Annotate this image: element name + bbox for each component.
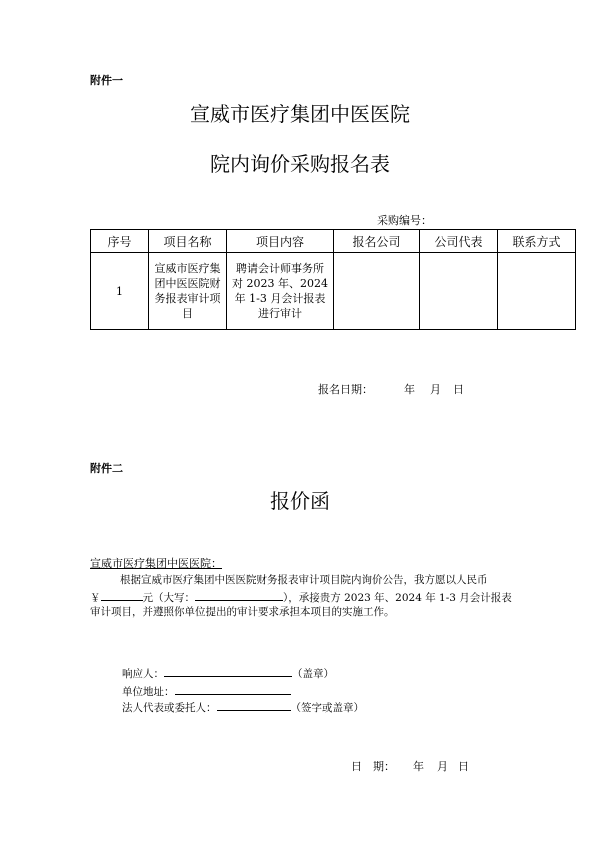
date-month: 月: [437, 760, 448, 773]
address-label: 单位地址：: [122, 686, 175, 698]
legal-rep-label: 法人代表或委托人：: [122, 702, 217, 714]
annex2-title: 报价函: [270, 489, 330, 513]
procurement-number-label: 采购编号：: [377, 214, 432, 227]
table-header-row: [91, 230, 576, 253]
cell-contact[interactable]: [498, 253, 576, 330]
address-field[interactable]: [175, 682, 291, 695]
annex1-title-line1: 宣威市医疗集团中医医院: [190, 102, 410, 126]
registration-table: [90, 229, 576, 330]
legal-rep-field[interactable]: [217, 698, 291, 711]
header-no: 序号: [91, 230, 149, 253]
addressee: 宣威市医疗集团中医医院：: [90, 557, 222, 570]
cell-project-name-text: 宣威市医疗集团中医医院财务报表审计项目: [154, 262, 221, 320]
annex1-label: 附件一: [90, 74, 123, 87]
body-line3: 审计项目，并遵照你单位提出的审计要求承担本项目的实施工作。: [90, 606, 395, 618]
amount-blank[interactable]: [101, 588, 143, 601]
header-company: 报名公司: [334, 230, 420, 253]
cell-no: [91, 253, 149, 330]
legal-rep-row: [122, 698, 364, 715]
respondent-field[interactable]: [164, 664, 292, 677]
signup-date-year: 年: [404, 383, 415, 396]
cell-representative[interactable]: [420, 253, 498, 330]
signup-date-day: 日: [453, 383, 464, 396]
cell-project-content: [227, 253, 334, 330]
header-representative: 公司代表: [420, 230, 498, 253]
signup-date-label: 报名日期：: [318, 383, 373, 396]
respondent-label: 响应人：: [122, 668, 164, 680]
header-project-content: 项目内容: [227, 230, 334, 253]
amount-capital-blank[interactable]: [195, 588, 283, 601]
signup-date: [318, 381, 373, 397]
cell-no-text: 1: [116, 284, 123, 298]
header-project-name: 项目名称: [149, 230, 227, 253]
cell-project-name: [149, 253, 227, 330]
header-contact: 联系方式: [498, 230, 576, 253]
legal-rep-note: （签字或盖章）: [290, 702, 364, 714]
body-line2-tail: ），承接贵方 2023 年、2024 年 1-3 月会计报表: [283, 592, 512, 604]
cell-project-content-text: 聘请会计师事务所对 2023 年、2024 年 1-3 月会计报表进行审计: [232, 262, 328, 320]
currency-symbol: ￥: [90, 592, 101, 604]
annex1-title-line2: 院内询价采购报名表: [210, 152, 390, 176]
signup-date-month: 月: [430, 383, 441, 396]
date-label: 日 期：: [351, 760, 395, 773]
respondent-row: [122, 664, 334, 681]
body-line1: 根据宣威市医疗集团中医医院财务报表审计项目院内询价公告，我方愿以人民币: [120, 574, 488, 586]
table-row: [91, 253, 576, 330]
annex2-label: 附件二: [90, 462, 123, 475]
yuan-label: 元（大写：: [142, 592, 195, 604]
address-row: [122, 682, 291, 699]
cell-company[interactable]: [334, 253, 420, 330]
body-line2: [90, 588, 512, 605]
respondent-note: （盖章）: [292, 668, 334, 680]
date-day: 日: [458, 760, 469, 773]
date-year: 年: [413, 760, 424, 773]
